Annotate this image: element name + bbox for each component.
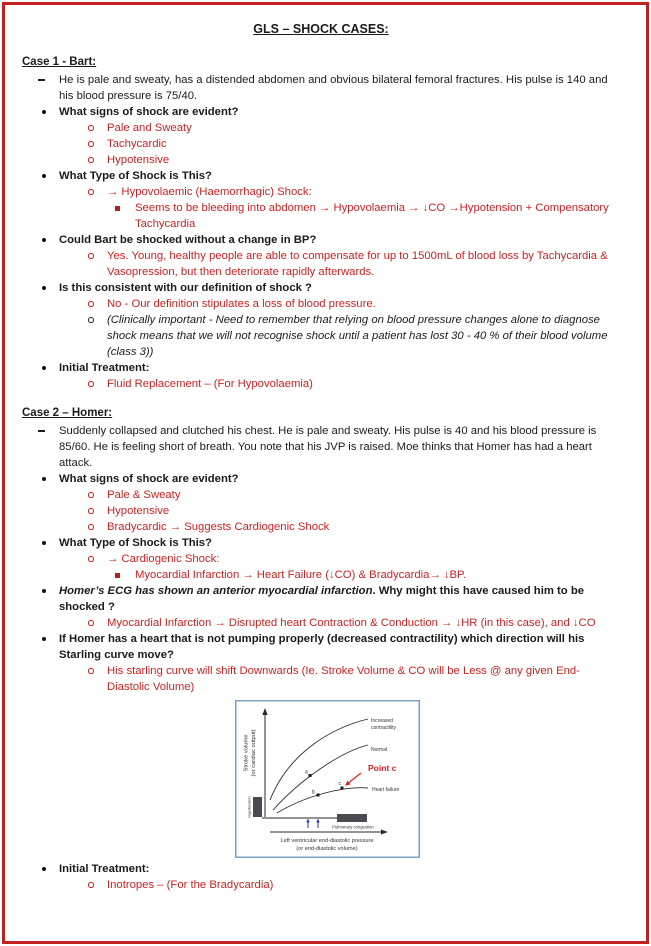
x-axis-label-line1: Left ventricular end-diastolic pressure [280,838,374,844]
case1-intro-text: He is pale and sweaty, has a distended abdomen and obvious bilateral femoral fractures. His pulse is 140 and his blood pressure is 75/40. [59,74,608,102]
hypotension-bar [253,797,262,817]
bullet-icon [42,589,46,593]
case2-question-3 [22,583,620,615]
case2-intro-text: Suddenly collapsed and clutched his chest. He is pale and sweaty. His pulse is 40 and his blood pressure is 85/60. He is feeling short of breath. You note that his JVP is raised. Moe thinks that Homer has had a heart attack. [59,425,597,469]
pulmonary-congestion-bar [337,814,367,822]
case1-clinical-note: (Clinically important - Need to remember that relying on blood pressure changes alone to diagnose shock means that we will not recognise shock until a patient has lost 30 - 40 % of their blood volume (class 3)) [22,312,620,360]
square-bullet-icon [115,206,120,211]
y-axis-label-line2: (or cardiac output) [251,729,257,777]
case2-answer: Inotropes – (For the Bradycardia) [22,877,620,893]
bullet-icon [42,867,46,871]
circle-bullet-icon [88,882,94,888]
case1-answer: Tachycardic [22,136,620,152]
bullet-icon [42,238,46,242]
case2-question-5: Initial Treatment: [22,861,620,877]
circle-bullet-icon [88,189,94,195]
bullet-icon [42,637,46,641]
case1-question-1: What signs of shock are evident? [22,104,620,120]
point-c-annotation: Point c [368,763,397,773]
case2-answer: His starling curve will shift Downwards (Ie. Stroke Volume & CO will be Less @ any given End-Diastolic Volume) [22,663,620,695]
case2-question-2: What Type of Shock is This? [22,535,620,551]
case1-answer: Hypotensive [22,152,620,168]
dash-bullet-icon [38,79,45,81]
case1-heading: Case 1 - Bart: [22,56,97,68]
square-bullet-icon [115,573,120,578]
circle-bullet-icon [88,157,94,163]
dash-bullet-icon [38,430,45,432]
circle-bullet-icon [88,301,94,307]
point-b-marker [317,794,320,797]
case1-intro [22,72,620,104]
point-a-marker [309,774,312,777]
case2-answer: Myocardial Infarction → Disrupted heart Contraction & Conduction → ↓HR (in this case), and ↓CO [22,615,620,631]
circle-bullet-icon [88,556,94,562]
case1-question-2: What Type of Shock is This? [22,168,620,184]
bullet-icon [42,110,46,114]
bullet-icon [42,477,46,481]
circle-bullet-icon [88,125,94,131]
case2-question-1: What signs of shock are evident? [22,471,620,487]
curve-increased-label-line1: Increased [371,718,393,724]
point-a-label: a [305,769,308,776]
ecg-question-italic: Homer’s ECG has shown an anterior myocardial infarction [59,585,373,597]
point-b-label: b [312,789,315,796]
curve-normal-label: Normal [371,747,388,753]
case1-answer: No - Our definition stipulates a loss of blood pressure. [22,296,620,312]
circle-bullet-icon [88,381,94,387]
case2-answer: Hypotensive [22,503,620,519]
curve-increased-label-line2: contractility [371,725,397,731]
point-c-label: c [338,781,341,787]
circle-bullet-icon [88,253,94,259]
case1-answer: → Hypovolaemic (Haemorrhagic) Shock: [22,184,620,200]
hypotension-label: Hypotension [247,796,252,818]
bullet-icon [42,286,46,290]
circle-bullet-icon [88,492,94,498]
case1-sub-answer: Seems to be bleeding into abdomen → Hypovolaemia → ↓CO →Hypotension + Compensatory Tachycardia [22,200,620,232]
ecg-question-rest: . Why might this have caused him to be shocked ? [59,585,585,613]
starling-curve-chart [235,700,420,858]
circle-bullet-icon [88,508,94,514]
case2-intro [22,423,620,471]
case1-answer: Yes. Young, healthy people are able to compensate for up to 1500mL of blood loss by Tachycardia & Vasopression, but then deteriorate rapidly afterwards. [22,248,620,280]
document-page [2,2,649,944]
circle-bullet-icon [88,141,94,147]
case2-sub-answer: Myocardial Infarction → Heart Failure (↓CO) & Bradycardia→ ↓BP. [22,567,620,583]
curve-heart-failure-label: Heart failure [372,787,400,793]
x-axis-label-line2: (or end-diastolic volume) [296,846,358,852]
circle-bullet-icon [88,620,94,626]
page-title: GLS – SHOCK CASES: [253,22,389,36]
case1-question-3: Could Bart be shocked without a change in BP? [22,232,620,248]
bullet-icon [42,541,46,545]
case2-heading: Case 2 – Homer: [22,407,113,419]
pulmonary-congestion-label: Pulmonary congestion [332,824,374,830]
bullet-icon [42,174,46,178]
case1-question-5: Initial Treatment: [22,360,620,376]
bullet-icon [42,366,46,370]
y-axis-label-line1: Stroke volume [243,734,250,772]
case2-question-4: If Homer has a heart that is not pumping properly (decreased contractility) which direction will his Starling curve move? [22,631,620,663]
circle-bullet-icon [88,668,94,674]
case1-answer: Pale and Sweaty [22,120,620,136]
case1-question-4: Is this consistent with our definition of shock ? [22,280,620,296]
case1-answer: Fluid Replacement – (For Hypovolaemia) [22,376,620,392]
circle-bullet-icon [88,524,94,530]
starling-curve-figure [235,700,420,858]
case2-answer: Pale & Sweaty [22,487,620,503]
case2-answer: Bradycardic → Suggests Cardiogenic Shock [22,519,620,535]
circle-bullet-icon [88,317,94,323]
case2-answer: → Cardiogenic Shock: [22,551,620,567]
